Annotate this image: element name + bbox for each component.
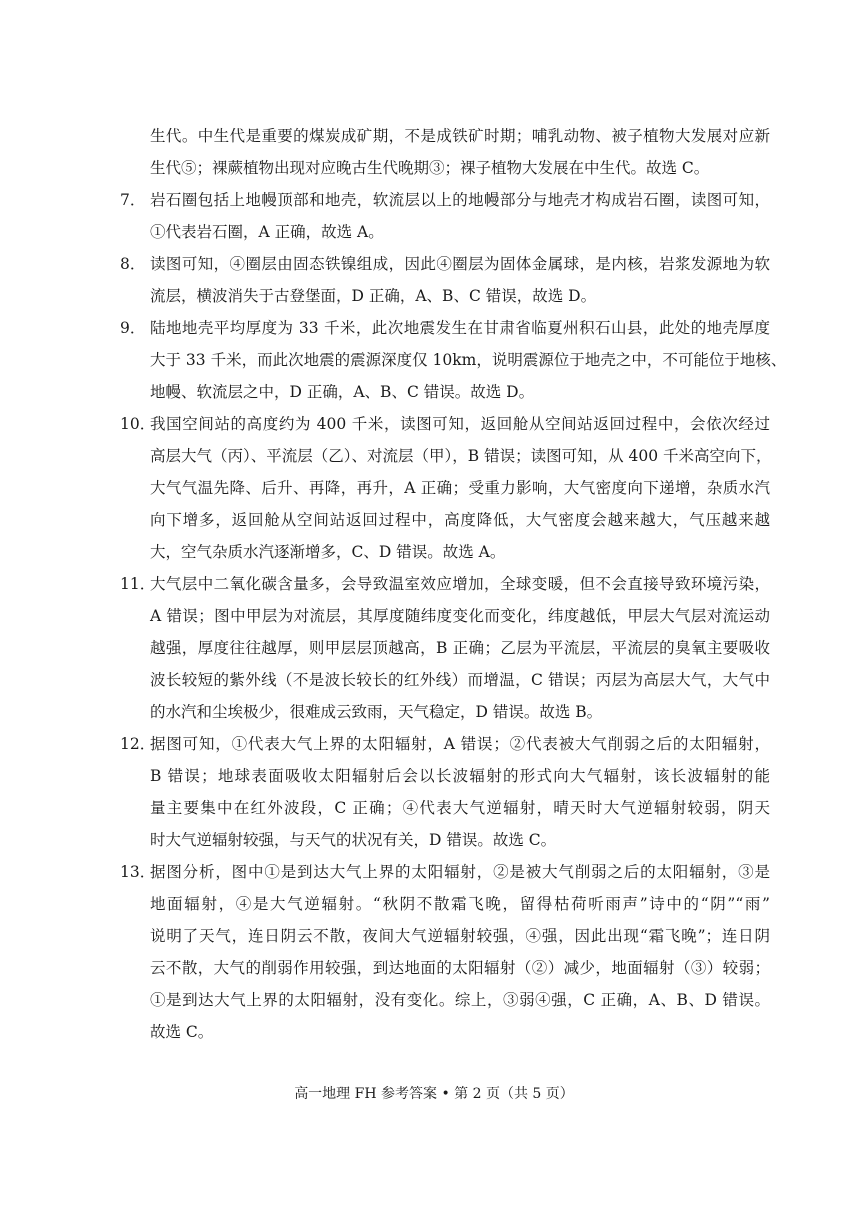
text-line: 据图分析，图中①是到达大气上界的太阳辐射，②是被大气削弱之后的太阳辐射，③是 bbox=[150, 863, 770, 881]
text-line: 波长较短的紫外线（不是波长较长的红外线）而增温，C 错误；丙层为高层大气，大气中 bbox=[150, 671, 770, 689]
answer-item bbox=[120, 728, 770, 856]
text-line: 大气气温先降、后升、再降，再升，A 正确；受重力影响，大气密度向下递增，杂质水汽 bbox=[150, 479, 770, 497]
text-line: 大，空气杂质水汽逐渐增多，C、D 错误。故选 A。 bbox=[150, 543, 506, 561]
text-line: 大气层中二氧化碳含量多，会导致温室效应增加，全球变暖，但不会直接导致环境污染， bbox=[150, 575, 770, 593]
text-line: B 错误；地球表面吸收太阳辐射后会以长波辐射的形式向大气辐射，该长波辐射的能 bbox=[150, 767, 770, 785]
answer-number: 13． bbox=[120, 863, 156, 881]
text-line: 越强，厚度往往越厚，则甲层层顶越高，B 正确；乙层为平流层，平流层的臭氧主要吸收 bbox=[150, 639, 770, 657]
text-line: 说明了天气，连日阴云不散，夜间大气逆辐射较强，④强，因此出现“霜飞晚”；连日阴 bbox=[150, 927, 770, 945]
answer-list bbox=[120, 184, 787, 1048]
text-line: 读图可知，④圈层由固态铁镍组成，因此④圈层为固体金属球，是内核，岩浆发源地为软 bbox=[150, 255, 770, 273]
text-line: 云不散，大气的削弱作用较强，到达地面的太阳辐射（②）减少，地面辐射（③）较弱； bbox=[150, 959, 770, 977]
answer-number: 9． bbox=[120, 319, 146, 337]
text-line: 向下增多，返回舱从空间站返回过程中，高度降低，大气密度会越来越大，气压越来越 bbox=[150, 511, 770, 529]
answer-item bbox=[120, 856, 770, 1048]
answer-number: 12． bbox=[120, 735, 156, 753]
answer-number: 11． bbox=[120, 575, 156, 593]
text-line: 生代⑤；裸蕨植物出现对应晚古生代晚期③；裸子植物大发展在中生代。故选 C。 bbox=[150, 159, 710, 177]
text-line: A 错误；图中甲层为对流层，其厚度随纬度变化而变化，纬度越低，甲层大气层对流运动 bbox=[150, 607, 770, 625]
answer-number: 8． bbox=[120, 255, 146, 273]
text-line: ①代表岩石圈，A 正确，故选 A。 bbox=[150, 223, 384, 241]
text-line: 据图可知，①代表大气上界的太阳辐射，A 错误；②代表被大气削弱之后的太阳辐射， bbox=[150, 735, 770, 753]
text-line: 高层大气（丙）、平流层（乙）、对流层（甲），B 错误；读图可知，从 400 千米高空向下， bbox=[150, 447, 772, 465]
text-line: 流层，横波消失于古登堡面，D 正确，A、B、C 错误，故选 D。 bbox=[150, 287, 597, 305]
text-line: ①是到达大气上界的太阳辐射，没有变化。综上，③弱④强，C 正确，A、B、D 错误。 bbox=[150, 991, 770, 1009]
text-line: 故选 C。 bbox=[150, 1023, 214, 1041]
text-line: 生代。中生代是重要的煤炭成矿期，不是成铁矿时期；哺乳动物、被子植物大发展对应新 bbox=[150, 127, 770, 145]
continuation-paragraph bbox=[120, 120, 770, 184]
text-line: 的水汽和尘埃极少，很难成云致雨，天气稳定，D 错误。故选 B。 bbox=[150, 703, 603, 721]
answer-item bbox=[120, 408, 770, 568]
text-line: 量主要集中在红外波段，C 正确；④代表大气逆辐射，晴天时大气逆辐射较弱，阴天 bbox=[150, 799, 770, 817]
text-line: 地幔、软流层之中，D 正确，A、B、C 错误。故选 D。 bbox=[150, 383, 535, 401]
answer-item bbox=[120, 184, 770, 248]
page-footer: 高一地理 FH 参考答案 • 第 2 页（共 5 页） bbox=[294, 1086, 574, 1102]
answer-item bbox=[120, 248, 770, 312]
answer-item bbox=[120, 568, 770, 728]
answer-content bbox=[120, 120, 787, 1048]
text-line: 岩石圈包括上地幔顶部和地壳，软流层以上的地幔部分与地壳才构成岩石圈，读图可知， bbox=[150, 191, 770, 209]
text-line: 我国空间站的高度约为 400 千米，读图可知，返回舱从空间站返回过程中，会依次经过 bbox=[150, 415, 770, 433]
answer-number: 10． bbox=[120, 415, 156, 433]
answer-number: 7． bbox=[120, 191, 146, 209]
text-line: 大于 33 千米，而此次地震的震源深度仅 10km，说明震源位于地壳之中，不可能位于地核、 bbox=[150, 351, 787, 369]
text-line: 时大气逆辐射较强，与天气的状况有关，D 错误。故选 C。 bbox=[150, 831, 557, 849]
text-line: 地面辐射，④是大气逆辐射。“秋阴不散霜飞晚，留得枯荷听雨声”诗中的“阴”“雨” bbox=[150, 895, 770, 913]
text-line: 陆地地壳平均厚度为 33 千米，此次地震发生在甘肃省临夏州积石山县，此处的地壳厚度 bbox=[150, 319, 770, 337]
answer-item bbox=[120, 312, 787, 408]
